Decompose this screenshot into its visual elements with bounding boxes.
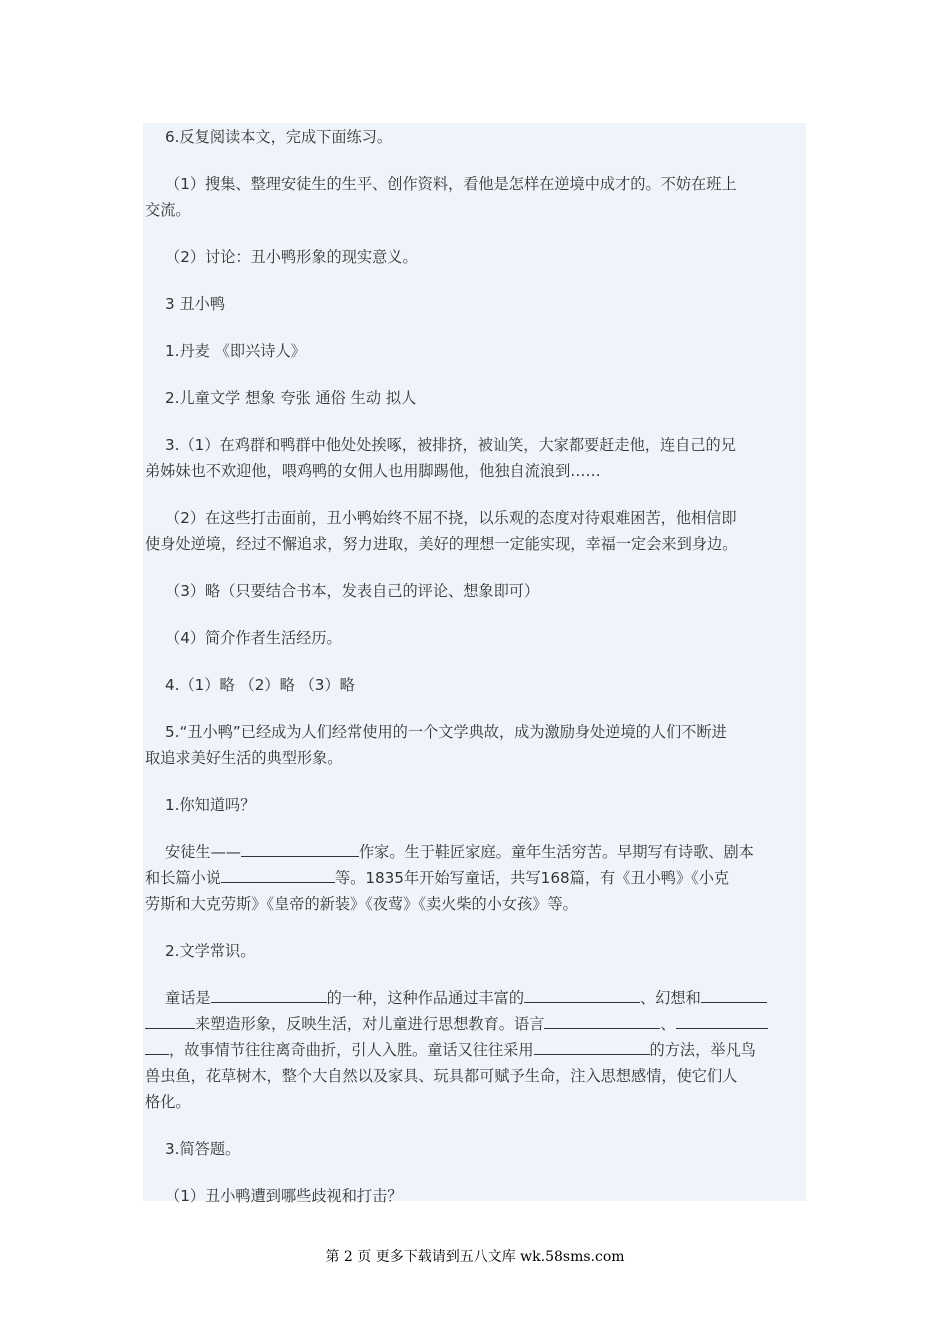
question-2-line-4: 兽虫鱼，花草树木，整个大自然以及家具、玩具都可赋予生命，注入思想感情，使它们人 [145,1067,738,1085]
question-3-heading: 3.简答题。 [165,1140,241,1158]
question-1-text-b: 作家。生于鞋匠家庭。童年生活穷苦。早期写有诗歌、剧本 [358,843,754,861]
blank-field [145,1037,169,1055]
answer-3-1: 3.（1）在鸡群和鸭群中他处处挨啄，被排挤，被讪笑，大家都要赶走他，连自己的兄 [165,436,736,454]
question-2-text-b: 的一种，这种作品通过丰富的 [326,989,524,1007]
answer-5-cont: 取追求美好生活的典型形象。 [145,749,343,767]
question-2-line-5: 格化。 [145,1093,191,1111]
question-2-heading: 2.文学常识。 [165,942,256,960]
answer-2: 2.儿童文学 想象 夸张 通俗 生动 拟人 [165,389,417,407]
answer-3-4: （4）简介作者生活经历。 [165,629,342,647]
question-1-text-c: 和长篇小说 [145,869,221,887]
answer-4: 4.（1）略 （2）略 （3）略 [165,676,355,694]
blank-field [544,1011,660,1029]
question-2-text-c: 、幻想和 [640,989,701,1007]
page-footer: 第 2 页 更多下载请到五八文库 wk.58sms.com [325,1249,625,1265]
answer-3-2: （2）在这些打击面前，丑小鸭始终不屈不挠，以乐观的态度对待艰难困苦，他相信即 [165,509,737,527]
document-body [143,123,806,1205]
answer-3-2-cont: 使身处逆境，经过不懈追求，努力进取，美好的理想一定能实现，幸福一定会来到身边。 [145,535,738,553]
question-3-item-1: （1）丑小鸭遭到哪些歧视和打击？ [165,1187,403,1205]
question-2-line-2 [145,1011,806,1037]
question-1-heading: 1.你知道吗？ [165,796,256,814]
question-2-text-a: 童话是 [165,989,211,1007]
question-1-line-1 [145,839,806,865]
blank-field [701,985,767,1003]
blank-field [221,865,335,883]
answer-5: 5.“丑小鸭”已经成为人们经常使用的一个文学典故，成为激励身处逆境的人们不断进 [165,723,727,741]
answer-3-3: （3）略（只要结合书本，发表自己的评论、想象即可） [165,582,540,600]
question-1-line-3: 劳斯和大克劳斯》《皇帝的新装》《夜莺》《卖火柴的小女孩》等。 [145,895,578,913]
question-1-text-d: 等。1835年开始写童话，共写168篇，有《丑小鸭》《小克 [334,869,730,887]
question-2-text-d: 来塑造形象，反映生活，对儿童进行思想教育。语言 [195,1015,545,1033]
exercise-6-item-1: （1）搜集、整理安徒生的生平、创作资料，看他是怎样在逆境中成才的。不妨在班上 [165,175,737,193]
question-2-line-1 [145,985,806,1011]
question-2-text-e: 、 [660,1015,676,1033]
answer-3-1-cont: 弟姊妹也不欢迎他，喂鸡鸭的女佣人也用脚踢他，他独自流浪到…… [145,462,601,480]
answer-1: 1.丹麦 《即兴诗人》 [165,342,306,360]
question-2-text-f: ，故事情节往往离奇曲折，引人入胜。童话又往往采用 [169,1041,534,1059]
question-2-line-3 [145,1037,806,1063]
question-1-text-a: 安徒生—— [165,843,241,861]
section-title: 3 丑小鸭 [165,295,226,313]
exercise-6-item-2: （2）讨论：丑小鸭形象的现实意义。 [165,248,418,266]
exercise-6-item-1-cont: 交流。 [145,201,191,219]
exercise-6-heading: 6.反复阅读本文，完成下面练习。 [165,128,393,146]
blank-field [145,1011,195,1029]
blank-field [524,985,640,1003]
question-2-text-g: 的方法，举凡鸟 [649,1041,756,1059]
question-1-line-2 [145,865,806,891]
blank-field [676,1011,768,1029]
blank-field [211,985,327,1003]
blank-field [241,839,359,857]
blank-field [534,1037,650,1055]
